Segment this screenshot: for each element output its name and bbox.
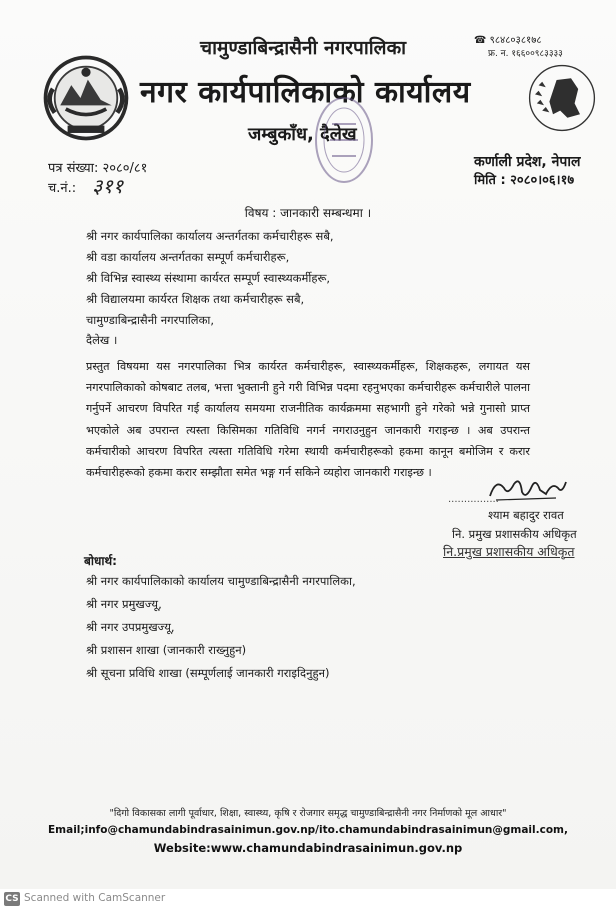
footer-email: Email;info@chamundabindrasainimun.gov.np/ito.chamundabindrasainimun@gmail.com,: [48, 824, 568, 836]
letter-body: प्रस्तुत विषयमा यस नगरपालिका भित्र कार्यरत कर्मचारीहरू, स्वास्थ्यकर्मीहरू, शिक्षकहरू, लगायत यस नगरपालिकाको कोषबाट तलब, भत्ता भुक्तानी हुने गरी विभिन्न पदमा रहनुभएका कर्मचारीहरू कर्मचारीले पालना गर्नुपर्ने आचरण विपरित गई कार्यालय समयमा राजनीतिक कार्यक्रममा सहभागी हुने गरेको भन्ने गुनासो प्राप्त भएकोले अब उपरान्त त्यस्ता किसिमका गतिविधि नगर्न नगराउनुहुन जानकारी गराइन्छ । अब उपरान्त कर्मचारीको आचरण विपरित त्यस्ता गतिविधि गरेमा स्थायी कर्मचारीहरूको हकमा कानून बमोजिम र करार कर्मचारीहरूको हकमा करार सम्झौता समेत भङ्ग गर्न सकिने व्यहोरा जानकारी गराइन्छ ।: [86, 360, 530, 480]
signatory-name: श्याम बहादुर रावत: [488, 508, 564, 522]
cc-label: बोधार्थ:: [84, 554, 117, 568]
footer-slogan: "दिगो विकासका लागी पूर्वाधार, शिक्षा, स्वास्थ्य, कृषि र रोजगार समृद्ध चामुण्डाबिन्द्रासैनी नगर निर्माणको मूल आधार": [109, 808, 507, 819]
recipient-line: चामुण्डाबिन्द्रासैनी नगरपालिका,: [86, 313, 215, 327]
office-title: नगर कार्यपालिकाको कार्यालय: [140, 75, 471, 110]
office-stamp-icon: [312, 94, 376, 186]
phone-number: ☎ ९८४८०३८१७८: [474, 35, 542, 46]
signatory-position: नि. प्रमुख प्रशासकीय अधिकृत: [452, 527, 577, 541]
recipient-line: श्री विद्यालयमा कार्यरत शिक्षक तथा कर्मचारीहरू सबै,: [86, 292, 305, 306]
letter-subject: विषय : जानकारी सम्बन्धमा ।: [244, 206, 372, 220]
signatory-stamp: नि.प्रमुख प्रशासकीय अधिकृत: [443, 544, 575, 559]
dispatch-number-label: च.नं.:: [48, 181, 77, 196]
recipient-line: श्री नगर कार्यपालिका कार्यालय अन्तर्गतका कर्मचारीहरू सबै,: [86, 229, 334, 243]
cc-item: श्री नगर कार्यपालिकाको कार्यालय चामुण्डाबिन्द्रासैनी नगरपालिका,: [86, 574, 356, 588]
cc-item: श्री प्रशासन शाखा (जानकारी राख्नुहुन): [86, 643, 247, 657]
scanner-watermark: Scanned with CamScanner: [24, 892, 166, 904]
municipality-name: चामुण्डाबिन्द्रासैनी नगरपालिका: [200, 37, 407, 59]
letter-number: पत्र संख्या: २०८०/८१: [48, 161, 148, 176]
cc-item: श्री सूचना प्रविधि शाखा (सम्पूर्णलाई जानकारी गराइदिनुहुन): [86, 666, 330, 680]
nepal-emblem-icon: [40, 52, 132, 144]
recipient-line: दैलेख ।: [86, 333, 118, 347]
dispatch-number-value: ३११: [92, 174, 124, 198]
recipient-line: श्री वडा कार्यालय अन्तर्गतका सम्पूर्ण कर्मचारीहरू,: [86, 250, 290, 264]
signature-dots: ................: [448, 494, 499, 505]
cc-item: श्री नगर उपप्रमुखज्यू,: [86, 620, 175, 634]
recipient-line: श्री विभिन्न स्वास्थ्य संस्थामा कार्यरत सम्पूर्ण स्वास्थ्यकर्मीहरू,: [86, 271, 331, 285]
office-location: जम्बुकाँध, दैलेख: [248, 124, 357, 145]
cc-item: श्री नगर प्रमुखज्यू,: [86, 597, 162, 611]
footer-website: Website:www.chamundabindrasainimun.gov.np: [153, 841, 463, 855]
letter-date: मिति : २०८०।०६।१७: [474, 173, 575, 188]
camscanner-logo-icon: CS: [5, 894, 19, 904]
province-name: कर्णाली प्रदेश, नेपाल: [474, 154, 581, 170]
fax-number: फ्र. न. १६६००९८३३३३: [488, 49, 563, 59]
municipality-map-icon: [526, 62, 598, 134]
